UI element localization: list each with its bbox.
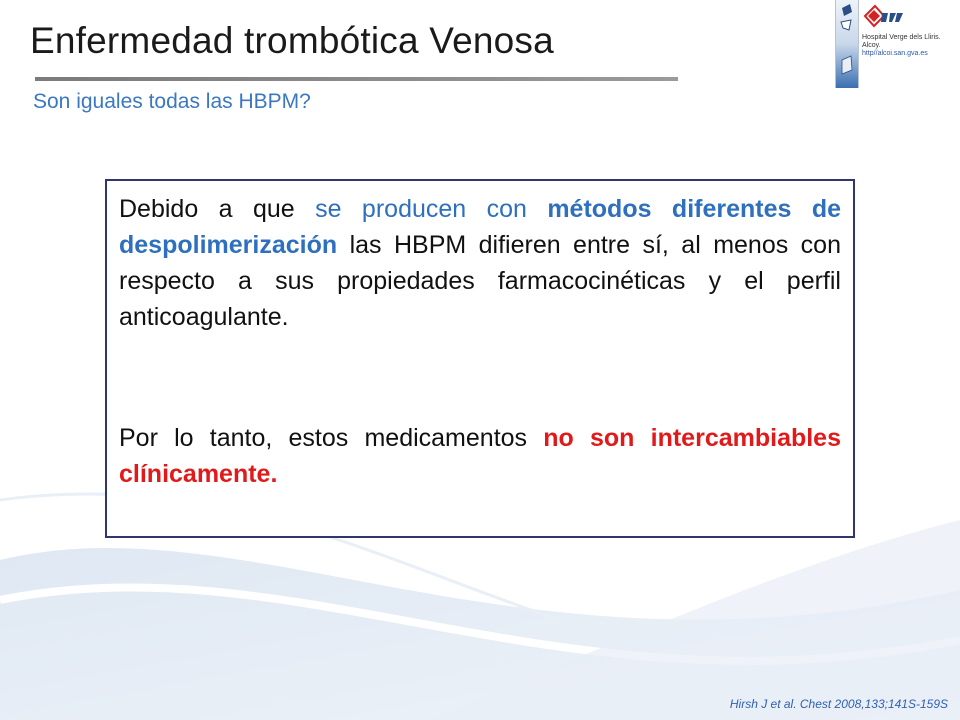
paragraph-production-methods bbox=[119, 191, 841, 335]
hospital-info bbox=[862, 34, 941, 58]
logo-banner-figures-icon bbox=[836, 0, 858, 88]
hospital-url: http//alcoi.san.gva.es bbox=[862, 50, 928, 57]
paragraph-conclusion bbox=[119, 420, 841, 492]
hospital-logo-banner bbox=[835, 0, 859, 88]
hospital-city: Alcoy. bbox=[862, 42, 881, 49]
p1-plain-end: las HBPM difieren entre sí, al menos con respecto a sus propiedades farmacocinéticas y el perfil anticoagulante. bbox=[119, 231, 841, 331]
p1-blue-phrase: se producen con bbox=[315, 195, 548, 223]
slide-title: Enfermedad trombótica Venosa bbox=[30, 20, 554, 61]
citation: Hirsh J et al. Chest 2008,133;141S-159S bbox=[729, 697, 948, 711]
p1-blue-bold-phrase: métodos diferentes de despolimerización bbox=[119, 195, 841, 259]
p2-red-bold-phrase: no son intercambiables clínicamente. bbox=[119, 424, 841, 488]
agencia-valenciana-salut-logo-icon bbox=[862, 4, 910, 34]
content-box bbox=[105, 179, 855, 538]
title-underline bbox=[35, 77, 678, 81]
p2-plain-start: Por lo tanto, estos medicamentos bbox=[119, 424, 544, 452]
hospital-name: Hospital Verge dels Lliris. bbox=[862, 34, 941, 41]
p1-plain-start: Debido a que bbox=[119, 195, 316, 223]
slide-subtitle: Son iguales todas las HBPM? bbox=[33, 90, 311, 113]
